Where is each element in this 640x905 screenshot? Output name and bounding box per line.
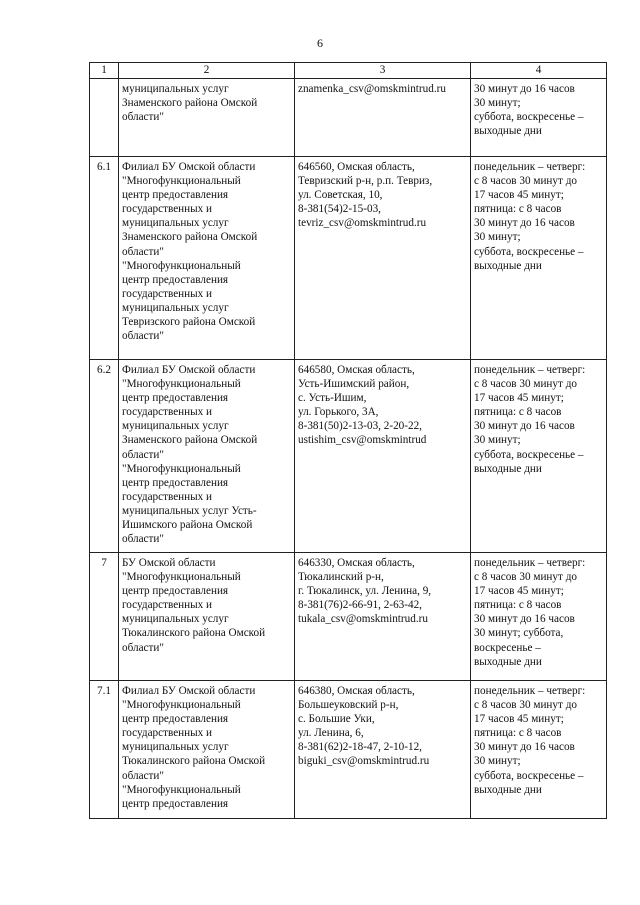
cell-text-line: суббота, воскресенье – (474, 245, 584, 258)
address-contact-cell (295, 553, 471, 681)
cell-text-line: БУ Омской области (122, 557, 216, 569)
working-hours-cell (471, 360, 607, 553)
cell-text-line: пятница: с 8 часов (474, 599, 562, 612)
cell-text-line: центр предоставления (122, 189, 229, 202)
cell-text-line: центр предоставления (122, 392, 229, 405)
cell-text-line: центр предоставления (122, 797, 229, 810)
cell-text-line: ул. Ленина, 6, (298, 727, 364, 740)
cell-text-line: понедельник – четверг: (474, 685, 586, 697)
cell-text-line: выходные дни (474, 125, 542, 138)
cell-text-line: Усть-Ишимский район, (298, 378, 410, 391)
table-row (90, 681, 607, 819)
row-number-cell: 7.1 (90, 681, 119, 819)
cell-text-line: пятница: с 8 часов (474, 203, 562, 216)
cell-text-line: пятница: с 8 часов (474, 406, 562, 419)
cell-text-line: Филиал БУ Омской области (122, 161, 256, 173)
cell-text-line: tevriz_csv@omskmintrud.ru (298, 217, 427, 230)
cell-text-line: государственных и (122, 490, 213, 503)
cell-text-line: суббота, воскресенье – (474, 769, 584, 782)
cell-text-line: муниципальных услуг (122, 83, 229, 95)
cell-text-line: с 8 часов 30 минут до (474, 175, 577, 188)
cell-text-line: центр предоставления (122, 273, 229, 286)
cell-text-line: области" (122, 330, 164, 343)
cell-text-line: "Многофункциональный (122, 175, 241, 188)
cell-text-line: Тюкалинского района Омской (122, 627, 266, 640)
cell-text-line: tukala_csv@omskmintrud.ru (298, 613, 428, 626)
cell-text-line: выходные дни (474, 259, 542, 272)
cell-text-line: понедельник – четверг: (474, 161, 586, 173)
cell-text-line: Филиал БУ Омской области (122, 685, 256, 697)
cell-text-line: 30 минут до 16 часов (474, 83, 575, 95)
cell-text-line: Тюкалинского района Омской (122, 755, 266, 768)
cell-text-line: Знаменского района Омской (122, 97, 258, 110)
page-number: 6 (317, 36, 323, 50)
cell-text-line: центр предоставления (122, 585, 229, 598)
cell-text-line: муниципальных услуг (122, 613, 229, 626)
cell-text-line: области" (122, 769, 164, 782)
cell-text-line: центр предоставления (122, 713, 229, 726)
cell-text-line: пятница: с 8 часов (474, 727, 562, 740)
address-contact-cell (295, 681, 471, 819)
table-row (90, 553, 607, 681)
table-row (90, 157, 607, 360)
address-contact-cell (295, 360, 471, 553)
working-hours-cell (471, 553, 607, 681)
cell-text-line: 30 минут до 16 часов (474, 613, 575, 626)
working-hours-cell (471, 79, 607, 157)
cell-text-line: 17 часов 45 минут; (474, 713, 564, 726)
cell-text-line: 30 минут; суббота, (474, 627, 564, 640)
cell-text-line: государственных и (122, 599, 213, 612)
cell-text-line: государственных и (122, 287, 213, 300)
cell-text-line: 8-381(50)2-13-03, 2-20-22, (298, 420, 422, 433)
organization-name-cell (119, 553, 295, 681)
cell-text-line: "Многофункциональный (122, 783, 241, 796)
cell-text-line: 8-381(76)2-66-91, 2-63-42, (298, 599, 422, 612)
services-table (89, 62, 607, 819)
working-hours-cell (471, 681, 607, 819)
cell-text-line: Тевризский р-н, р.п. Тевриз, (298, 175, 433, 188)
organization-name-cell (119, 157, 295, 360)
cell-text-line: понедельник – четверг: (474, 557, 586, 569)
working-hours-cell (471, 157, 607, 360)
cell-text-line: Знаменского района Омской (122, 231, 258, 244)
cell-text-line: с. Большие Уки, (298, 713, 375, 726)
cell-text-line: 30 минут; (474, 97, 521, 110)
cell-text-line: Тевризского района Омской (122, 316, 256, 329)
cell-text-line: муниципальных услуг (122, 741, 229, 754)
header-cell: 2 (119, 63, 295, 79)
cell-text-line: Ишимского района Омской (122, 519, 253, 532)
cell-text-line: 8-381(54)2-15-03, (298, 203, 381, 216)
cell-text-line: 646580, Омская область, (298, 364, 415, 376)
table-header-row (90, 63, 607, 79)
cell-text-line: "Многофункциональный (122, 571, 241, 584)
row-number-cell (90, 79, 119, 157)
header-cell: 4 (471, 63, 607, 79)
cell-text-line: 646560, Омская область, (298, 161, 415, 173)
cell-text-line: Филиал БУ Омской области (122, 364, 256, 376)
cell-text-line: Знаменского района Омской (122, 434, 258, 447)
cell-text-line: 8-381(62)2-18-47, 2-10-12, (298, 741, 422, 754)
cell-text-line: области" (122, 533, 164, 546)
organization-name-cell (119, 79, 295, 157)
cell-text-line: области" (122, 245, 164, 258)
cell-text-line: муниципальных услуг (122, 301, 229, 314)
organization-name-cell (119, 681, 295, 819)
table-row (90, 360, 607, 553)
organization-name-cell (119, 360, 295, 553)
cell-text-line: понедельник – четверг: (474, 364, 586, 376)
row-number-cell: 7 (90, 553, 119, 681)
cell-text-line: с 8 часов 30 минут до (474, 571, 577, 584)
cell-text-line: государственных и (122, 727, 213, 740)
cell-text-line: Большеуковский р-н, (298, 699, 399, 712)
row-number-cell: 6.1 (90, 157, 119, 360)
cell-text-line: ул. Горького, 3А, (298, 406, 379, 419)
cell-text-line: 646380, Омская область, (298, 685, 415, 697)
cell-text-line: суббота, воскресенье – (474, 448, 584, 461)
cell-text-line: государственных и (122, 406, 213, 419)
cell-text-line: воскресенье – (474, 641, 541, 654)
cell-text-line: 30 минут до 16 часов (474, 741, 575, 754)
cell-text-line: 646330, Омская область, (298, 557, 415, 569)
table-body (90, 63, 607, 819)
cell-text-line: с 8 часов 30 минут до (474, 378, 577, 391)
cell-text-line: 17 часов 45 минут; (474, 392, 564, 405)
cell-text-line: Тюкалинский р-н, (298, 571, 384, 584)
cell-text-line: ustishim_csv@omskmintrud (298, 434, 427, 447)
row-number-cell: 6.2 (90, 360, 119, 553)
cell-text-line: 17 часов 45 минут; (474, 585, 564, 598)
cell-text-line: выходные дни (474, 783, 542, 796)
address-contact-cell (295, 157, 471, 360)
table-row (90, 79, 607, 157)
cell-text-line: znamenka_csv@omskmintrud.ru (298, 83, 446, 95)
cell-text-line: с. Усть-Ишим, (298, 392, 367, 405)
cell-text-line: 30 минут; (474, 434, 521, 447)
cell-text-line: ул. Советская, 10, (298, 189, 383, 202)
cell-text-line: "Многофункциональный (122, 699, 241, 712)
cell-text-line: государственных и (122, 203, 213, 216)
cell-text-line: 30 минут; (474, 755, 521, 768)
address-contact-cell (295, 79, 471, 157)
cell-text-line: 30 минут; (474, 231, 521, 244)
cell-text-line: 30 минут до 16 часов (474, 420, 575, 433)
cell-text-line: biguki_csv@omskmintrud.ru (298, 755, 430, 768)
cell-text-line: муниципальных услуг Усть- (122, 504, 257, 517)
header-cell: 1 (90, 63, 119, 79)
cell-text-line: области" (122, 641, 164, 654)
cell-text-line: муниципальных услуг (122, 217, 229, 230)
cell-text-line: "Многофункциональный (122, 378, 241, 391)
cell-text-line: г. Тюкалинск, ул. Ленина, 9, (298, 585, 432, 598)
cell-text-line: центр предоставления (122, 476, 229, 489)
cell-text-line: области" (122, 111, 164, 124)
cell-text-line: "Многофункциональный (122, 462, 241, 475)
cell-text-line: "Многофункциональный (122, 259, 241, 272)
header-cell: 3 (295, 63, 471, 79)
cell-text-line: муниципальных услуг (122, 420, 229, 433)
cell-text-line: 30 минут до 16 часов (474, 217, 575, 230)
cell-text-line: выходные дни (474, 462, 542, 475)
cell-text-line: 17 часов 45 минут; (474, 189, 564, 202)
cell-text-line: области" (122, 448, 164, 461)
cell-text-line: суббота, воскресенье – (474, 111, 584, 124)
cell-text-line: с 8 часов 30 минут до (474, 699, 577, 712)
cell-text-line: выходные дни (474, 655, 542, 668)
